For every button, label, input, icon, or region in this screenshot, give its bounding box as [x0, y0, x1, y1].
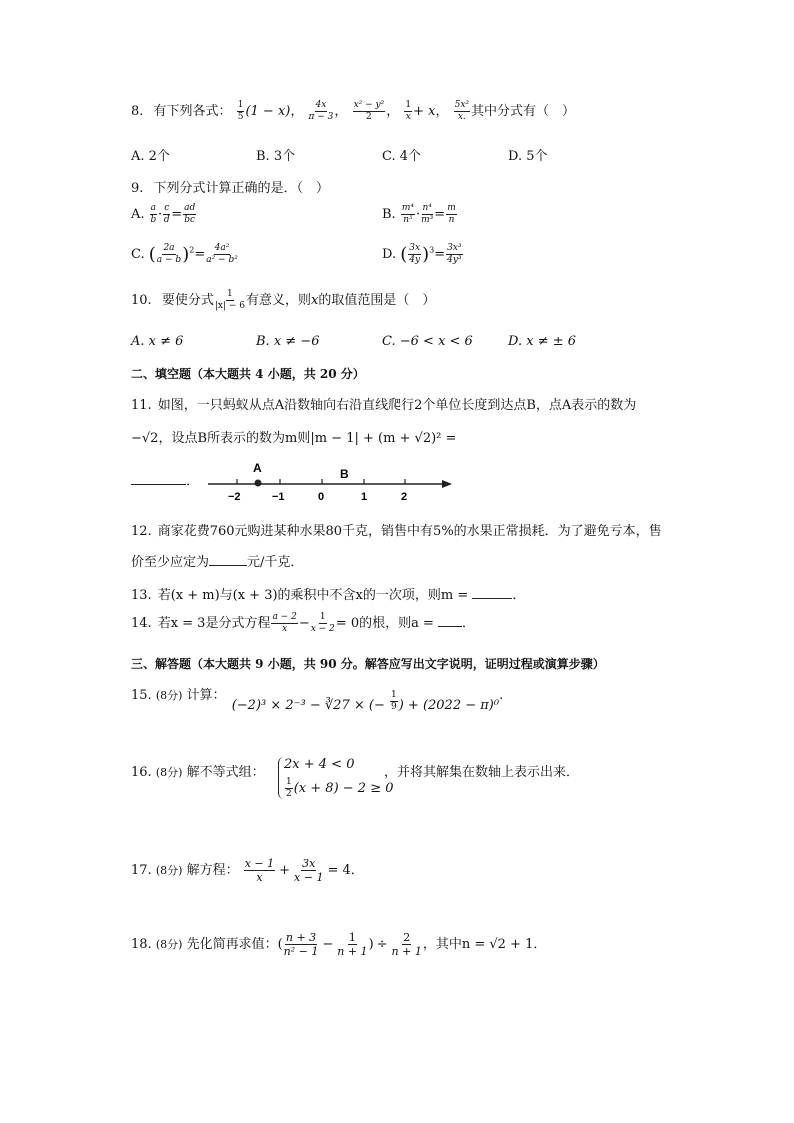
q8-expr2: $\frac{4x}{\pi - 3}$	[308, 100, 334, 122]
q16-tail: ，并将其解集在数轴上表示出来．	[384, 765, 580, 780]
q8-expr4-frac: $\frac{1}{x}$	[405, 100, 412, 122]
section-2-heading: 二、填空题（本大题共 4 小题，共 20 分）	[131, 367, 365, 381]
q8-stem: 有下列各式：	[153, 104, 232, 119]
q8-option-b: B. 3个	[256, 149, 296, 164]
q14: 14. 若x = 3是分式方程 $\frac{a - 2}{x}$ − $\frac{1}{x - 2}$ = 0的根，则a = ．	[131, 612, 476, 634]
q10: 10. 要使分式 $\frac{1}{|x| - 6}$ 有意义，则x的取值范围是（ ）	[131, 289, 436, 311]
q12-answer-blank[interactable]	[209, 565, 247, 566]
q11-line1: 11. 如图，一只蚂蚁从点A沿数轴向右沿直线爬行2个单位长度到达点B，点A表示的数为	[131, 398, 637, 413]
svg-text:1: 1	[361, 491, 368, 503]
q16: 16. (8分) 解不等式组：	[131, 765, 265, 780]
svg-text:0: 0	[318, 491, 325, 503]
q8-tail: 其中分式有（ ）	[471, 104, 576, 119]
q10-option-b: B. x ≠ −6	[256, 334, 320, 349]
q14-answer-blank[interactable]	[438, 626, 462, 627]
q8-option-c: C. 4个	[382, 149, 422, 164]
q8-number: 8.	[131, 104, 144, 119]
q8-option-a: A. 2个	[131, 149, 170, 164]
q8: 8. 有下列各式： $\frac{1}{5}$ (1 − x)， $\frac{4x}{\pi - 3}$ ， $\frac{\text{x² − y²}}{2}$ ， $\frac{1}{x}$ + x， $\frac{\text{5x²}}{x.}$ 其中分式有（ ）	[131, 100, 576, 122]
q10-option-a: A. x ≠ 6	[131, 334, 184, 349]
q16-inequality-system: 2x + 4 < 0 $\frac{1}{2}$ (x + 8) − 2 ≥ 0	[278, 757, 394, 799]
q8-expr3: $\frac{\text{x² − y²}}{2}$	[353, 100, 385, 122]
q9-stem-line	[131, 177, 329, 196]
svg-text:−1: −1	[272, 491, 285, 503]
q8-expr1-frac: $\frac{1}{5}$	[237, 100, 244, 122]
q9-number: 9.	[131, 181, 144, 196]
q12-line2: 价至少应定为 元/千克．	[131, 555, 304, 570]
q10-option-c: C. −6 < x < 6	[382, 334, 473, 349]
point-b-label: B	[340, 467, 349, 481]
q11-answer-blank[interactable]: ．	[131, 470, 199, 489]
q10-fraction: $\frac{1}{|x| - 6}$	[214, 289, 245, 311]
q12-line1: 12. 商家花费760元购进某种水果80千克，销售中有5%的水果正常损耗．为了避免亏本，售	[131, 524, 662, 539]
q10-number: 10.	[131, 293, 152, 308]
q10-option-d: D. x ≠ ± 6	[508, 334, 577, 349]
q9-option-d: D. ( $\frac{3x}{4y}$ )$^3$= $\frac{\text{3x³}}{\text{4y³}}$	[382, 243, 462, 265]
q8-expr5: $\frac{\text{5x²}}{x.}$	[454, 100, 470, 122]
q17: 17. (8分) 解方程： $\frac{x - 1}{x}$ + $\frac{3x}{x - 1}$ = 4．	[131, 857, 364, 884]
q18: 18. (8分) 先化简再求值：( $\frac{n + 3}{\text{n² − 1}}$ − $\frac{1}{n + 1}$ ) ÷ $\frac{2}{n + 1}$ ，其中n = √2 + 1．	[131, 931, 547, 958]
q9-stem: 下列分式计算正确的是．（ ）	[153, 181, 330, 196]
q15: 15. (8分) 计算： (−2)³ × 2⁻³ − ∛27 × (− $\frac{1}{9}$ ) + (2022 − π)⁰.	[131, 688, 504, 713]
q8-option-d: D. 5个	[508, 149, 548, 164]
svg-text:−2: −2	[228, 491, 241, 503]
q13: 13. 若(x + m)与(x + 3)的乘积中不含x的一次项，则m = ．	[131, 588, 526, 603]
q8-expr4-rest: + x	[413, 104, 436, 119]
q11-line2: −√2，设点B所表示的数为m则|m − 1| + (m + √2)² =	[131, 431, 457, 446]
q8-expr1-rest: (1 − x)	[245, 104, 291, 119]
q9-option-a: A. $\frac{a}{b}$ · $\frac{c}{d}$ = $\frac{ad}{bc}$	[131, 203, 196, 225]
q13-answer-blank[interactable]	[472, 598, 512, 599]
point-a-label: A	[253, 461, 262, 475]
section-3-heading: 三、解答题（本大题共 9 小题，共 90 分。解答应写出文字说明，证明过程或演算步骤）	[131, 657, 605, 671]
q9-option-c: C. ( $\frac{2a}{a - b}$ )$^2$= $\frac{\text{4a²}}{\text{a² − b²}}$	[131, 243, 238, 265]
q9-option-b: B. $\frac{\text{m⁴}}{\text{n⁵}}$ · $\frac{\text{n⁴}}{\text{m³}}$ = $\frac{m}{n}$	[382, 203, 456, 225]
q11-number-line	[200, 458, 460, 504]
svg-text:2: 2	[401, 491, 408, 503]
